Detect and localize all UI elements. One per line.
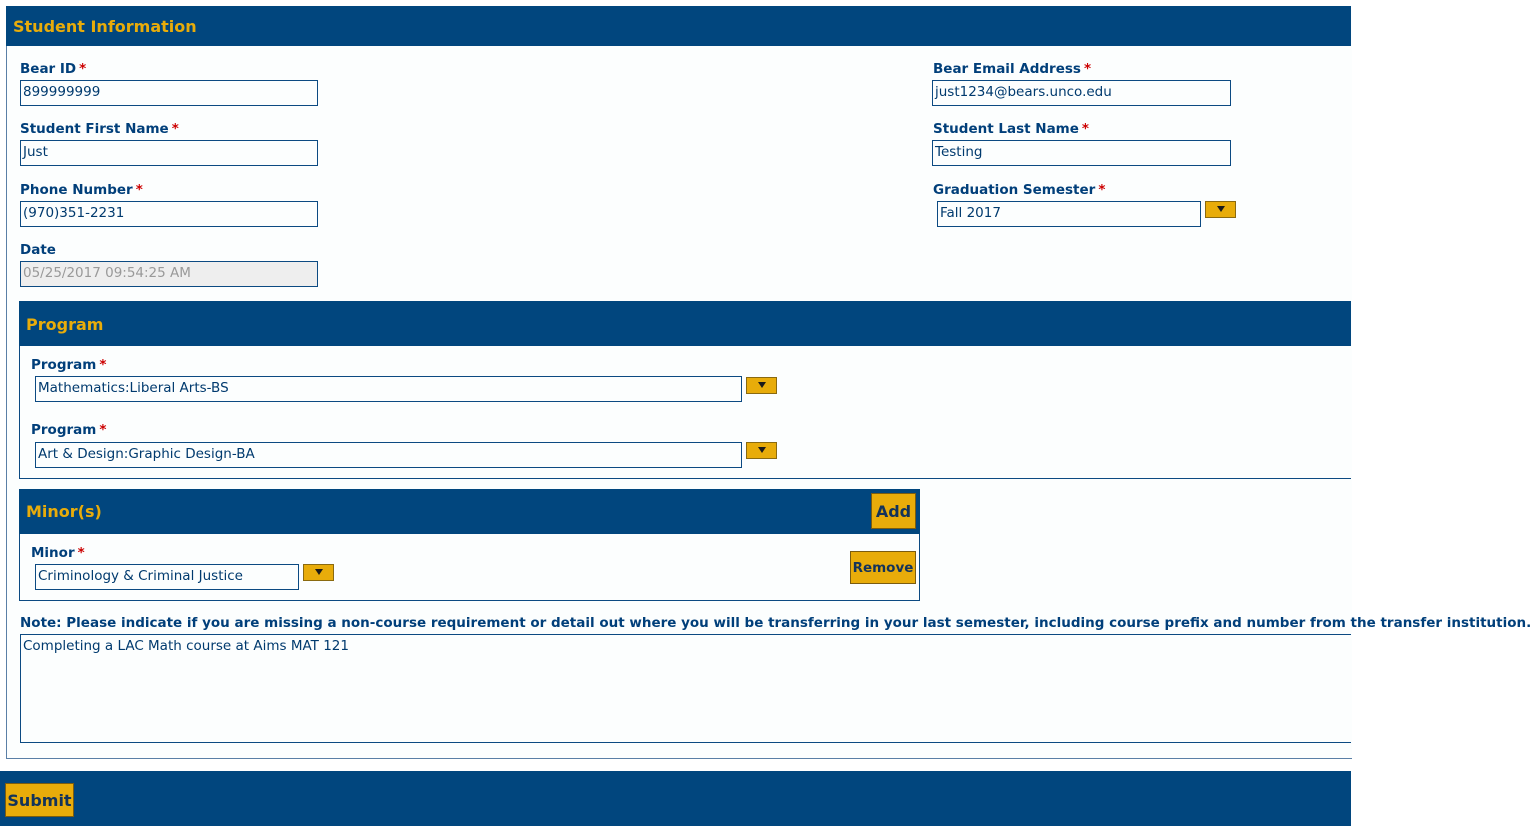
required-marker: * — [1098, 182, 1106, 198]
required-marker: * — [171, 121, 179, 137]
grad-semester-select[interactable]: Fall 2017 — [937, 201, 1201, 227]
minor-label-text: Minor — [31, 545, 75, 561]
last-name-label — [933, 121, 1089, 137]
required-marker: * — [79, 61, 87, 77]
email-label-text: Bear Email Address — [933, 61, 1081, 77]
last-name-field[interactable]: Testing — [932, 140, 1231, 166]
minor-select[interactable]: Criminology & Criminal Justice — [35, 564, 299, 590]
minors-header — [19, 489, 920, 534]
phone-label — [20, 182, 143, 198]
note-label: Note: Please indicate if you are missing a non-course requirement or detail out where you will be transferring in your last semester, including course prefix and number from the transfer institution. — [20, 615, 1531, 631]
note-textarea[interactable]: Completing a LAC Math course at Aims MAT 121 — [20, 634, 1351, 743]
date-label-text: Date — [20, 242, 56, 258]
grad-semester-label — [933, 182, 1105, 198]
program-title: Program — [26, 315, 104, 334]
program-2-select[interactable]: Art & Design:Graphic Design-BA — [35, 442, 742, 468]
required-marker: * — [135, 182, 143, 198]
bear-id-field[interactable]: 899999999 — [20, 80, 318, 106]
student-info-header — [6, 6, 1351, 46]
program-1-label-text: Program — [31, 357, 97, 373]
bear-id-label-text: Bear ID — [20, 61, 77, 77]
program-2-label-text: Program — [31, 422, 97, 438]
email-label — [933, 61, 1091, 77]
program-1-dropdown-button[interactable] — [746, 377, 777, 394]
footer-bar — [0, 771, 1351, 826]
bear-id-label — [20, 61, 86, 77]
first-name-field[interactable]: Just — [20, 140, 318, 166]
phone-label-text: Phone Number — [20, 182, 133, 198]
grad-semester-dropdown-button[interactable] — [1205, 201, 1236, 218]
minors-title: Minor(s) — [26, 502, 102, 521]
add-minor-button[interactable]: Add — [871, 493, 916, 529]
program-2-label — [31, 422, 106, 438]
program-1-select[interactable]: Mathematics:Liberal Arts-BS — [35, 376, 742, 402]
first-name-label-text: Student First Name — [20, 121, 169, 137]
date-label — [20, 242, 56, 258]
remove-minor-button[interactable]: Remove — [850, 551, 916, 584]
program-header — [19, 301, 1351, 346]
required-marker: * — [1083, 61, 1091, 77]
program-2-dropdown-button[interactable] — [746, 442, 777, 459]
minor-label — [31, 545, 85, 561]
email-field[interactable]: just1234@bears.unco.edu — [932, 80, 1231, 106]
required-marker: * — [99, 357, 107, 373]
last-name-label-text: Student Last Name — [933, 121, 1079, 137]
required-marker: * — [1081, 121, 1089, 137]
grad-semester-label-text: Graduation Semester — [933, 182, 1096, 198]
phone-field[interactable]: (970)351-2231 — [20, 201, 318, 227]
date-field: 05/25/2017 09:54:25 AM — [20, 261, 318, 287]
required-marker: * — [77, 545, 85, 561]
first-name-label — [20, 121, 179, 137]
student-info-title: Student Information — [13, 17, 197, 36]
program-1-label — [31, 357, 106, 373]
minor-dropdown-button[interactable] — [303, 564, 334, 581]
required-marker: * — [99, 422, 107, 438]
submit-button[interactable]: Submit — [5, 783, 74, 817]
